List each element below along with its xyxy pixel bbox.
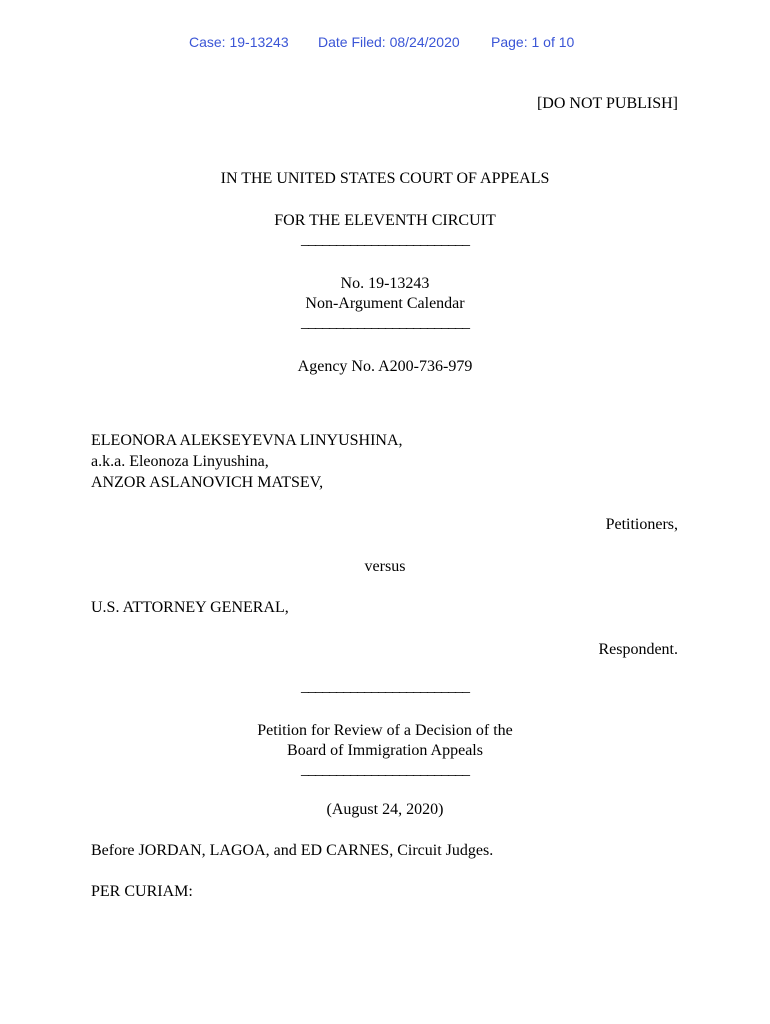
per-curiam-heading: PER CURIAM: [91, 883, 193, 900]
petitioner-name-2: ANZOR ASLANOVICH MATSEV, [91, 474, 324, 491]
petition-line-1: Petition for Review of a Decision of the [257, 722, 513, 739]
respondent-role: Respondent. [598, 641, 678, 658]
court-name-line2: FOR THE ELEVENTH CIRCUIT [274, 212, 496, 229]
divider-rule-2: ________________________ [301, 314, 469, 331]
panel-judges: Before JORDAN, LAGOA, and ED CARNES, Circuit Judges. [91, 842, 494, 859]
page-number-header: Page: 1 of 10 [491, 34, 575, 50]
petitioner-aka: a.k.a. Eleonoza Linyushina, [91, 453, 269, 470]
case-number-header: Case: 19-13243 [189, 34, 289, 50]
respondent-name: U.S. ATTORNEY GENERAL, [91, 599, 289, 616]
court-name-line1: IN THE UNITED STATES COURT OF APPEALS [220, 170, 550, 187]
petitioner-name-1: ELEONORA ALEKSEYEVNA LINYUSHINA, [91, 432, 403, 449]
do-not-publish-note: [DO NOT PUBLISH] [536, 95, 678, 112]
petitioners-role: Petitioners, [605, 516, 678, 533]
divider-rule-3: ________________________ [301, 678, 469, 695]
date-filed-header: Date Filed: 08/24/2020 [318, 34, 460, 50]
divider-rule-1: ________________________ [301, 231, 469, 248]
versus-label: versus [364, 558, 406, 575]
decision-date: (August 24, 2020) [326, 801, 444, 818]
agency-number: Agency No. A200-736-979 [297, 358, 473, 375]
petition-line-2: Board of Immigration Appeals [287, 742, 483, 759]
case-number: No. 19-13243 [340, 275, 430, 292]
divider-rule-4: ________________________ [301, 761, 469, 778]
calendar-type: Non-Argument Calendar [305, 295, 465, 312]
